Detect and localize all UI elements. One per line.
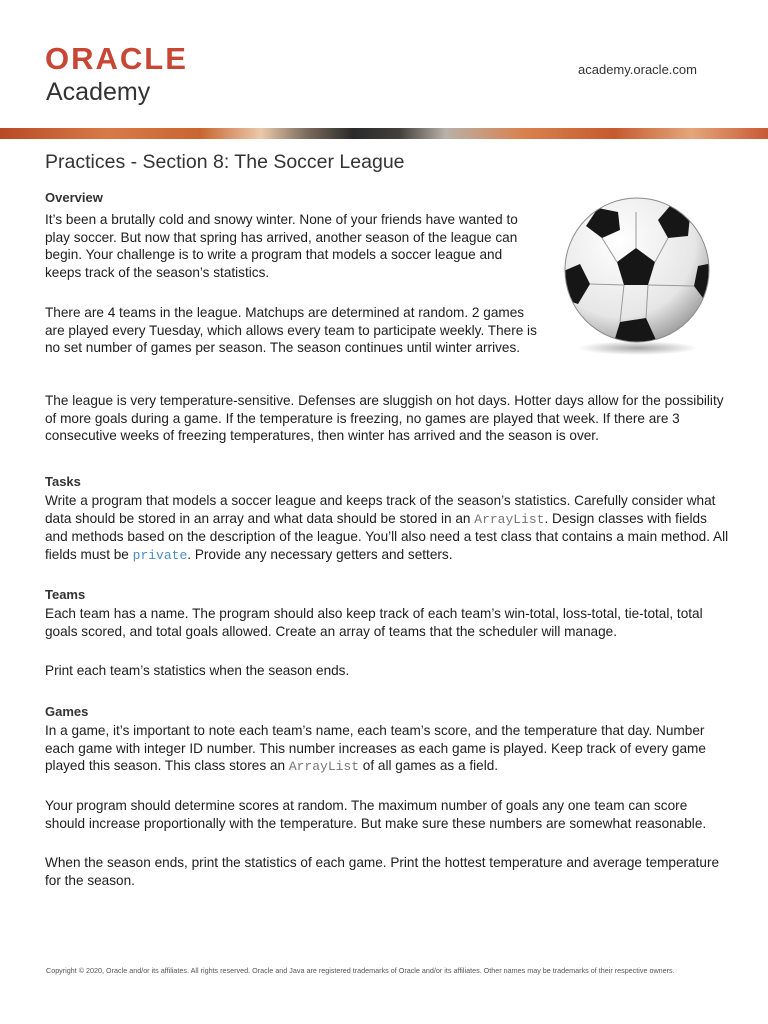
games-text-2: of all games as a field. — [359, 758, 499, 773]
copyright-footer: Copyright © 2020, Oracle and/or its affiliates. All rights reserved. Oracle and Java are registered trademarks of Oracle and/or its affiliates. Other names may be trademarks of their respective owners. — [46, 966, 675, 975]
games-paragraph-1 — [45, 722, 729, 776]
overview-paragraph-2: There are 4 teams in the league. Matchups are determined at random. 2 games are played every Tuesday, which allows every team to participate weekly. There is no set number of games per season. The season continues until winter arrives. — [45, 305, 537, 355]
games-text-1: In a game, it’s important to note each team’s name, each team’s score, and the temperature that day. Number each game with integer ID number. This number increases as each game is played. Keep track of every game played this season. This class stores an — [45, 723, 706, 773]
arraylist-code: ArrayList — [474, 511, 545, 527]
oracle-logo: ORACLE — [45, 41, 188, 76]
site-url[interactable]: academy.oracle.com — [578, 62, 697, 77]
tasks-text-3: . Provide any necessary getters and setters. — [187, 546, 453, 562]
games-heading: Games — [45, 704, 89, 719]
tasks-text-1: Write a program that models a soccer league and keeps track of the season’s statistics. Carefully consider what data should be stored in an array and what data should be stored in an — [45, 493, 716, 526]
soccer-ball-icon — [558, 190, 716, 358]
tasks-paragraph — [45, 492, 729, 564]
teams-heading: Teams — [45, 587, 86, 602]
teams-paragraph-1: Each team has a name. The program should also keep track of each team’s win-total, loss-total, tie-total, total goals scored, and total goals allowed. Create an array of teams that the scheduler will manage. — [45, 606, 703, 639]
overview-heading: Overview — [45, 190, 103, 205]
games-paragraph-3: When the season ends, print the statistics of each game. Print the hottest temperature and average temperature for the season. — [45, 855, 720, 888]
overview-paragraph-1: It’s been a brutally cold and snowy winter. None of your friends have wanted to play soccer. But now that spring has arrived, another season of the league can begin. Your challenge is to write a program that models a soccer league and keeps track of the season’s statistics. — [45, 212, 518, 280]
academy-label: Academy — [46, 78, 151, 106]
arraylist-code-2: ArrayList — [288, 759, 360, 774]
tasks-text-2: . Design classes with fields and methods based on the description of the league. You’ll also need a test class that contains a main method. All fields must be — [45, 510, 729, 562]
private-code: private — [132, 547, 188, 563]
page-title: Practices - Section 8: The Soccer League — [45, 151, 405, 173]
tasks-heading: Tasks — [45, 474, 81, 489]
overview-paragraph-3: The league is very temperature-sensitive. Defenses are sluggish on hot days. Hotter days allow for the possibility of more goals during a game. If the temperature is freezing, no games are played that week. If there are 3 consecutive weeks of freezing temperatures, then winter has arrived and the season is over. — [45, 393, 724, 443]
games-paragraph-2: Your program should determine scores at random. The maximum number of goals any one team can score should increase proportionally with the temperature. But make sure these numbers are somewhat reasonable. — [45, 798, 707, 831]
decorative-banner — [0, 128, 768, 139]
teams-paragraph-2: Print each team’s statistics when the season ends. — [45, 663, 350, 678]
